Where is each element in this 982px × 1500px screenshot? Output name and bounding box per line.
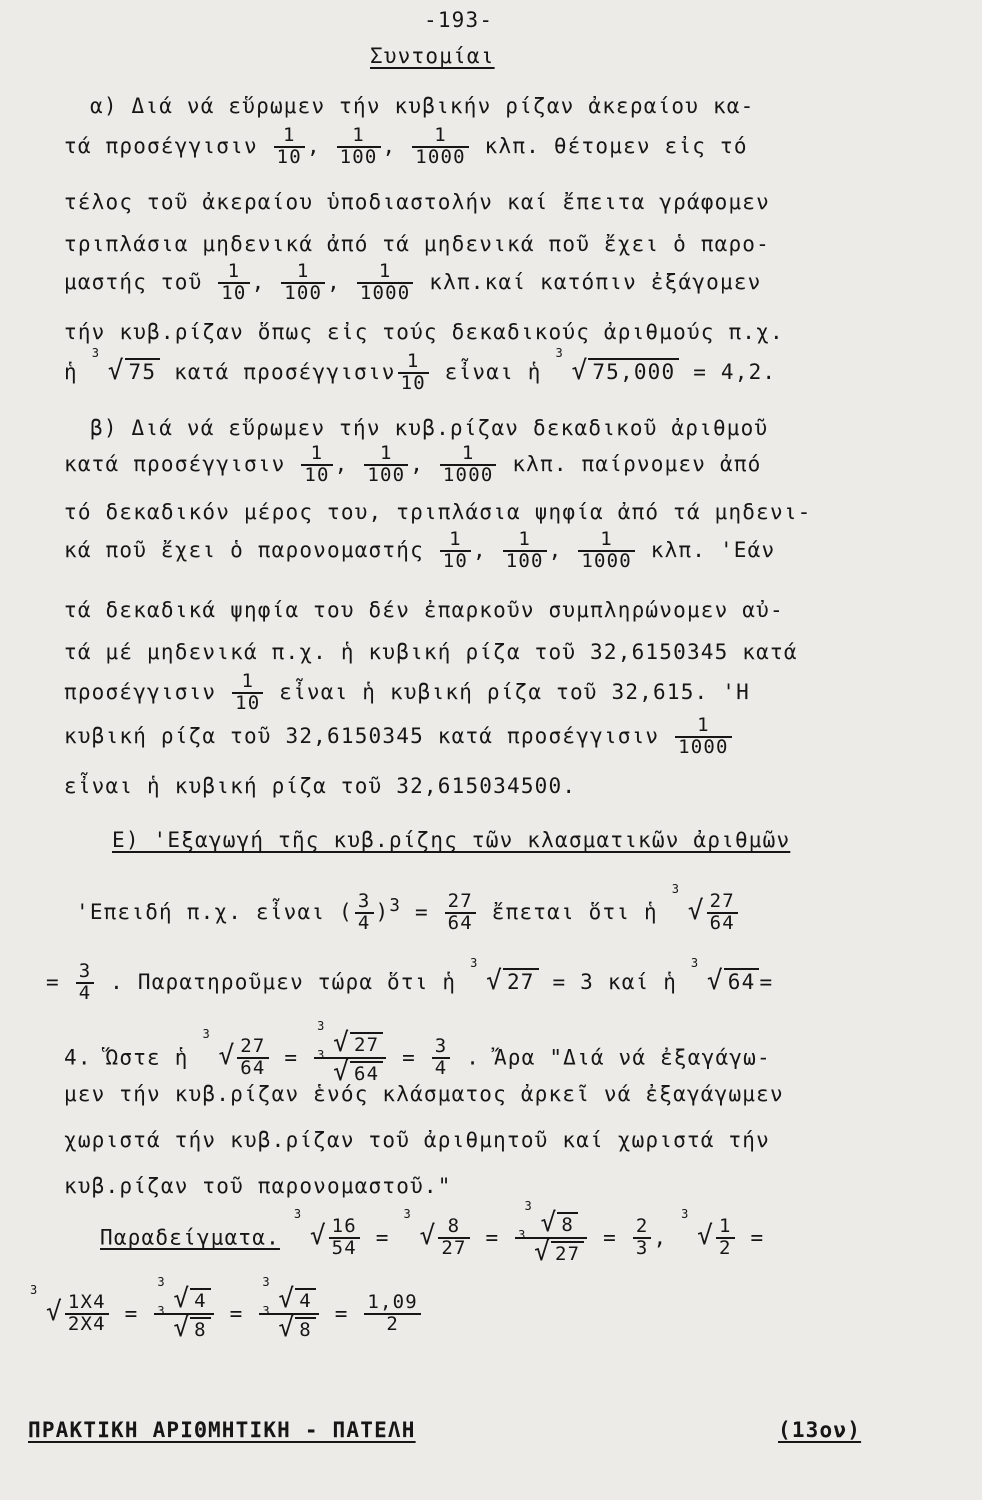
line-text: εἶναι ἡ κυβική ρίζα τοῦ 32,615. 'Η — [279, 679, 750, 704]
cube-root: 3 √ $\frac{27}{64}$ — [202, 1037, 270, 1079]
fraction: $\frac{1}{10}$ — [301, 444, 332, 486]
fraction: $\frac{1}{10}$ — [440, 530, 471, 572]
equals-sign: = — [402, 1045, 416, 1070]
fraction: $\frac{1}{100}$ — [281, 262, 325, 304]
line-text: κλπ.καί κατόπιν ἐξάγομεν — [429, 269, 762, 294]
cube-root: 3 √ $\frac{8}{27}$ — [403, 1217, 471, 1259]
fraction: $\frac{1}{100}$ — [503, 530, 547, 572]
line-text: κατά προσέγγισιν — [64, 451, 286, 476]
fraction: $\frac{1}{100}$ — [364, 444, 408, 486]
fraction: $\frac{1}{10}$ — [218, 262, 249, 304]
cube-root: 3 √ 75 — [92, 356, 161, 386]
examples-label: Παραδείγματα. — [100, 1225, 280, 1250]
root-fraction: 3 √ 8 3 √ 27 — [515, 1210, 587, 1267]
fraction: $\frac{2}{3}$ — [633, 1217, 652, 1259]
line-text: κυβική ρίζα τοῦ 32,6150345 κατά προσέγγισιν — [64, 723, 660, 748]
equals-sign: = — [124, 1301, 139, 1326]
section-heading: Ε) 'Εξαγωγή τῆς κυβ.ρίζης τῶν κλασματικῶν ἀριθμῶν — [112, 828, 791, 852]
fraction: $\frac{1}{100}$ — [337, 126, 381, 168]
line-text: 4. Ὥστε ἡ — [64, 1045, 189, 1070]
equals-sign: = — [603, 1225, 617, 1250]
text-line: β) Διά νά εὕρωμεν τήν κυβ.ρίζαν δεκαδικοῦ ἀριθμοῦ — [90, 416, 769, 440]
fraction: $\frac{1}{10}$ — [398, 352, 429, 394]
footer-title: ΠΡΑΚΤΙΚΗ ΑΡΙΘΜΗΤΙΚΗ - ΠΑΤΕΛΗ — [28, 1418, 416, 1442]
cube-root: 3 √ $\frac{16}{54}$ — [294, 1217, 362, 1259]
text-line: α) Διά νά εὕρωμεν τήν κυβικήν ρίζαν ἀκεραίου κα- — [90, 94, 755, 118]
line-text: τά προσέγγισιν — [64, 133, 258, 158]
page-number: -193- — [424, 8, 494, 32]
line-text: = — [46, 969, 60, 994]
comma: , — [653, 1225, 668, 1250]
cube-root: 3 √ 27 — [470, 966, 539, 996]
fraction: $\frac{27}{64}$ — [445, 892, 476, 934]
text-line: τό δεκαδικόν μέρος του, τριπλάσια ψηφία ἀπό τά μηδενι- — [64, 500, 812, 524]
line-text: ἡ — [64, 359, 78, 384]
cube-root: 3 √ $\frac{1}{2}$ — [681, 1217, 737, 1259]
fraction: $\frac{1,09}{2}$ — [364, 1293, 421, 1335]
exponent: 3 — [389, 895, 402, 916]
text-line: μεν τήν κυβ.ρίζαν ἑνός κλάσματος ἀρκεῖ νά ἐξαγάγωμεν — [64, 1082, 784, 1106]
line-text: μαστής τοῦ — [64, 269, 203, 294]
text-line — [64, 1019, 771, 1088]
equals-sign: = — [284, 1045, 299, 1070]
text-line: τά δεκαδικά ψηφία του δέν ἐπαρκοῦν συμπληρώνομεν αὐ- — [64, 598, 784, 622]
equals-sign: = — [375, 1225, 390, 1250]
line-text: προσέγγισιν — [64, 679, 217, 704]
fraction: $\frac{1}{1000}$ — [357, 262, 414, 304]
line-text: εἶναι ἡ — [444, 359, 542, 384]
fraction: $\frac{1}{10}$ — [232, 672, 263, 714]
line-text: κλπ. παίρνομεν ἀπό — [512, 451, 762, 476]
text-line — [64, 716, 734, 758]
root-fraction: 3 √ 4 3 √ 8 — [259, 1286, 319, 1343]
equals-sign: = — [485, 1225, 500, 1250]
fraction: $\frac{1}{1000}$ — [578, 530, 635, 572]
text-line: κυβ.ρίζαν τοῦ παρονομαστοῦ." — [64, 1174, 452, 1198]
line-text: ἔπεται ὅτι ἡ — [491, 899, 658, 924]
text-line: 'Επειδή π.χ. εἶναι ( $\frac{3}{4}$ )$^3$ = $\frac{27}{64}$ ἔπεται ὅτι ἡ 3 √ $\frac{27}{64}$ — [76, 892, 740, 934]
equals-sign: = — [750, 1225, 765, 1250]
line-text: . Παρατηροῦμεν τώρα ὅτι ἡ — [110, 969, 457, 994]
fraction: $\frac{1}{10}$ — [274, 126, 305, 168]
line-text: . Ἄρα "Διά νά ἐξαγάγω- — [466, 1045, 771, 1070]
text-line: εἶναι ἡ κυβική ρίζα τοῦ 32,615034500. — [64, 774, 577, 798]
text-line: τά μέ μηδενικά π.χ. ἡ κυβική ρίζα τοῦ 32,6150345 κατά — [64, 640, 798, 664]
line-text: 'Επειδή π.χ. εἶναι — [76, 899, 326, 924]
fraction: $\frac{1}{1000}$ — [675, 716, 732, 758]
cube-root: 3 √ 75,000 — [555, 356, 679, 386]
text-line: τήν κυβ.ρίζαν ὅπως εἰς τούς δεκαδικούς ἀριθμούς π.χ. — [64, 320, 784, 344]
text-line — [30, 1275, 423, 1344]
line-text: κά ποῦ ἔχει ὁ παρονομαστής — [64, 537, 424, 562]
line-text: = 4,2. — [693, 359, 777, 384]
fraction: $\frac{3}{4}$ — [355, 892, 374, 934]
text-line — [100, 1199, 765, 1268]
line-text: κατά προσέγγισιν — [174, 359, 396, 384]
fraction: $\frac{1}{1000}$ — [440, 444, 497, 486]
footer-page: (13ον) — [778, 1418, 862, 1442]
fraction: $\frac{1}{1000}$ — [412, 126, 469, 168]
text-line: χωριστά τήν κυβ.ρίζαν τοῦ ἀριθμητοῦ καί χωριστά τήν — [64, 1128, 770, 1152]
fraction: $\frac{3}{4}$ — [76, 962, 95, 1004]
text-line: μαστής τοῦ $\frac{1}{10}$ , $\frac{1}{100}$ , $\frac{1}{1000}$ κλπ.καί κατόπιν ἐξάγομεν — [64, 260, 762, 304]
line-text: κλπ. 'Εάν — [650, 537, 776, 562]
text-line: κά ποῦ ἔχει ὁ παρονομαστής $\frac{1}{10}$ , $\frac{1}{100}$ , $\frac{1}{1000}$ κλπ. 'Εάν — [64, 528, 776, 572]
text-line — [64, 345, 777, 394]
cube-root: 3 √ $\frac{1X4}{2X4}$ — [30, 1293, 111, 1335]
text-line: τριπλάσια μηδενικά ἀπό τά μηδενικά ποῦ ἔχει ὁ παρο- — [64, 232, 770, 256]
equals-sign: = — [414, 899, 429, 924]
text-line: τά προσέγγισιν $\frac{1}{10}$ , $\frac{1}{100}$ , $\frac{1}{1000}$ κλπ. θέτομεν εἰς τό — [64, 124, 748, 168]
equals-sign: = — [759, 969, 774, 994]
text-line: τέλος τοῦ ἀκεραίου ὑποδιαστολήν καί ἔπειτα γράφομεν — [64, 190, 770, 214]
equals-sign: = — [229, 1301, 244, 1326]
fraction: $\frac{3}{4}$ — [432, 1037, 451, 1079]
root-fraction: 3 √ 4 3 √ 8 — [154, 1286, 214, 1343]
text-line — [64, 672, 750, 714]
text-line — [46, 955, 774, 1004]
root-fraction: 3 √ 27 3 √ 64 — [314, 1030, 386, 1087]
equals-sign: = — [334, 1301, 349, 1326]
cube-root: 3 √ 64 — [691, 966, 760, 996]
text-line: κατά προσέγγισιν $\frac{1}{10}$ , $\frac{1}{100}$ , $\frac{1}{1000}$ κλπ. παίρνομεν ἀπό — [64, 442, 762, 486]
page-heading: Συντομίαι — [370, 44, 495, 68]
cube-root: 3 √ $\frac{27}{64}$ — [672, 892, 740, 934]
line-text: κλπ. θέτομεν εἰς τό — [484, 133, 748, 158]
line-text: = 3 καί ἡ — [552, 969, 678, 994]
